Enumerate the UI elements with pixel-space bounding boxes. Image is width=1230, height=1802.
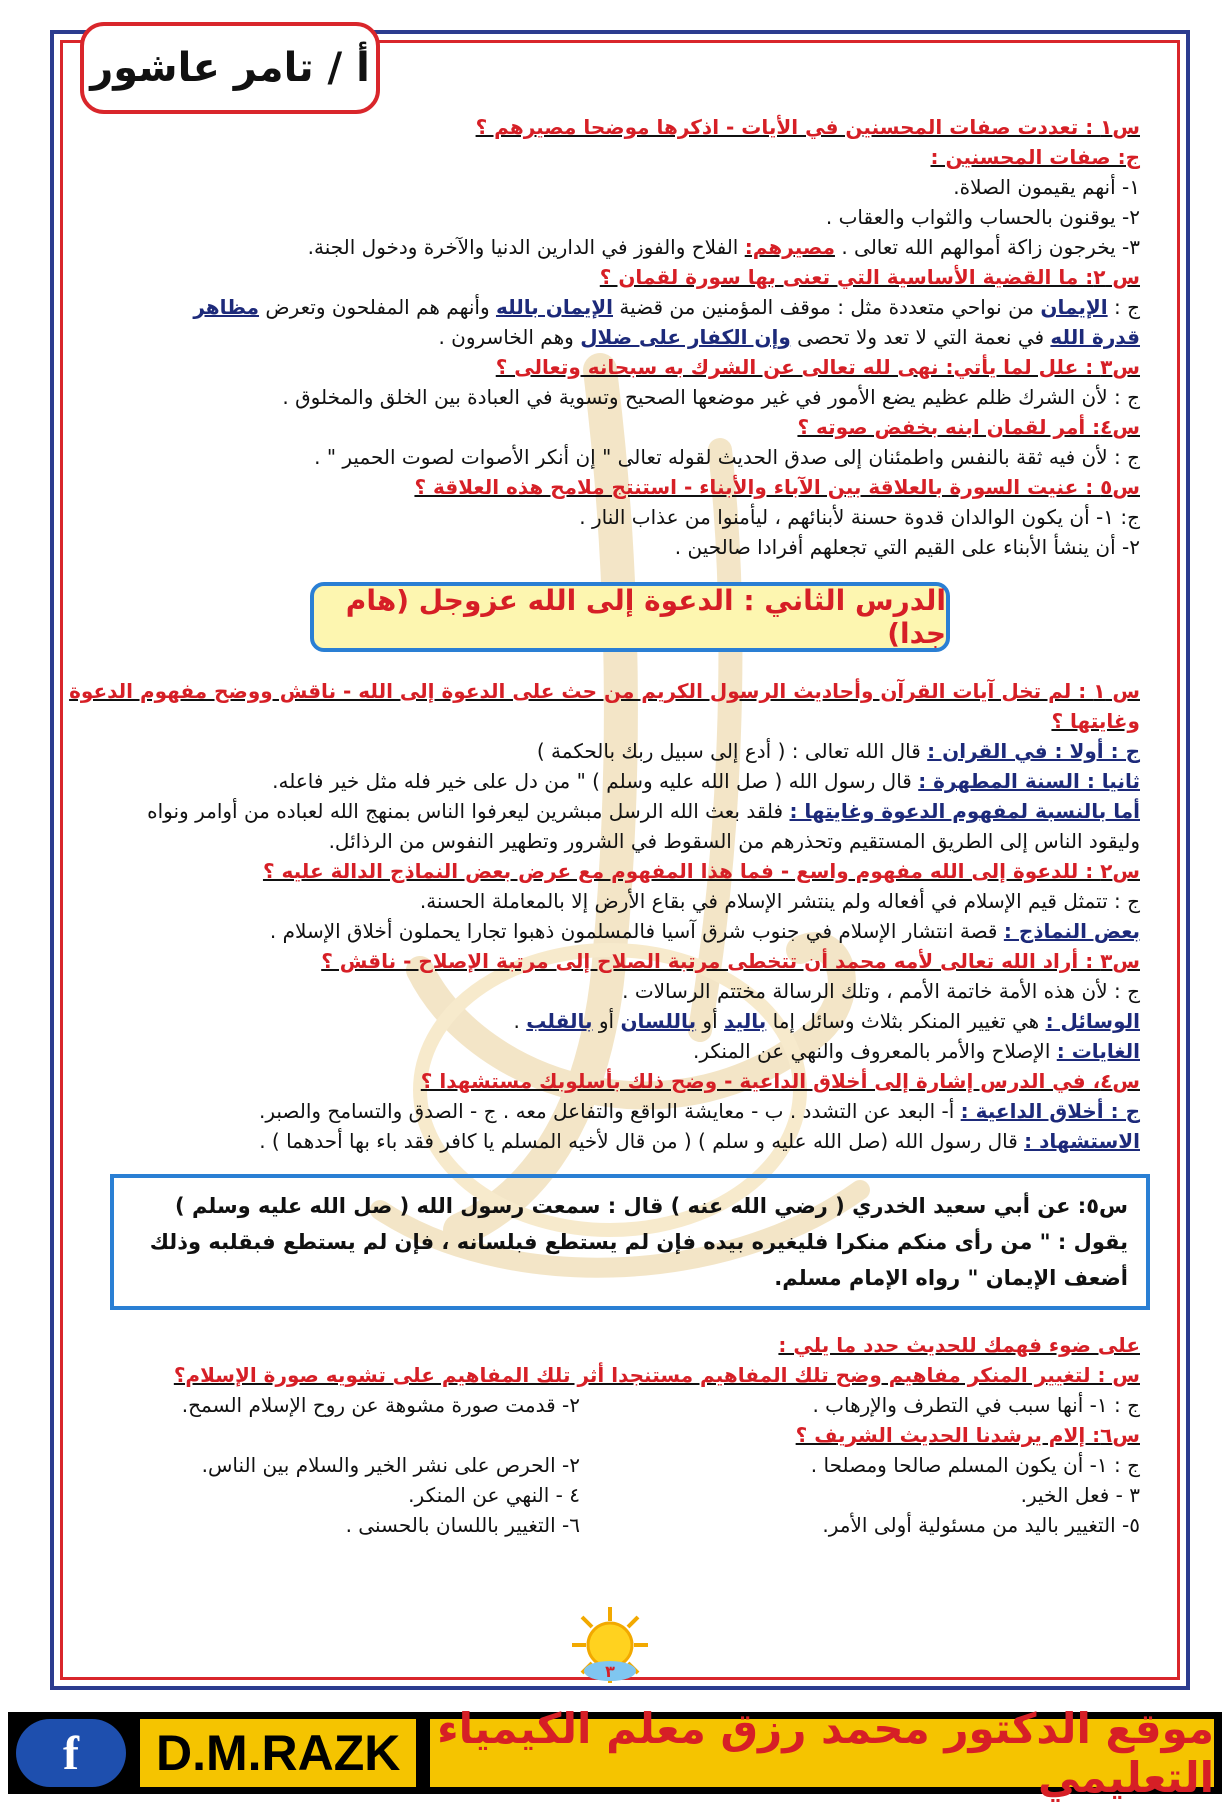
body-text: ج: ١- أن يكون الوالدان قدوة حسنة لأبنائهم ، ليأمنوا من عذاب النار . [579,505,1140,529]
body-text: قال رسول الله ( صل الله عليه وسلم ) " من دل على خير فله مثل خير فاعله. [272,769,919,793]
text-line [120,292,1140,322]
body-text: ١- أنهم يقيمون الصلاة. [953,175,1140,199]
body-text: ج : لأن فيه ثقة بالنفس واطمئنان إلى صدق الحديث لقوله تعالى " إن أنكر الأصوات لصوت الحمير " . [314,445,1140,469]
lesson-title-box [310,582,950,652]
body-text: . [513,1009,527,1033]
page-number: ٣ [605,1662,615,1681]
text-line [120,532,1140,562]
footer-site-name: موقع الدكتور محمد رزق معلم الكيمياء التعليمي [430,1719,1214,1787]
footer [0,1704,1230,1800]
author-box [80,22,380,114]
question-text: س ٢: ما القضية الأساسية التي تعنى بها سورة لقمان ؟ [599,265,1140,289]
answer-cell: ج : ١- أنها سبب في التطرف والإرهاب . [812,1393,1140,1417]
text-line [120,202,1140,232]
body-text: في نعمة التي لا تعد ولا تحصى [790,325,1051,349]
text-line [120,1126,1140,1156]
keyword-text: الوسائل : [1045,1009,1140,1033]
body-text: قال رسول الله (صل الله عليه و سلم ) ( من قال لأخيه المسلم يا كافر فقد باء بها أحدهما ) . [259,1129,1025,1153]
keyword-text: أما بالنسبة لمفهوم الدعوة وغايتها : [789,799,1140,823]
answer-cell: ٣ - فعل الخير. [1020,1483,1140,1507]
body-text: ٣- يخرجون زاكة أموالهم الله تعالى . [834,235,1140,259]
answer-cell: ٢- قدمت صورة مشوهة عن روح الإسلام السمح. [181,1393,580,1417]
body-text: الإصلاح والأمر بالمعروف والنهي عن المنكر. [692,1039,1057,1063]
question-text: مصيرهم: [744,235,835,259]
answer-cell: ٤ - النهي عن المنكر. [408,1483,580,1507]
body-text: أو [696,1009,725,1033]
body-text: الفلاح والفوز في الدارين الدنيا والآخرة ودخول الجنة. [307,235,745,259]
keyword-text: وإن الكفار على ضلال [580,325,791,349]
hadith-box [110,1174,1150,1310]
keyword-text: باللسان [620,1009,697,1033]
body-text: أو [592,1009,621,1033]
answer-row [120,1480,1140,1510]
body-text: وهم الخاسرون . [438,325,581,349]
keyword-text: بعض النماذج : [1003,919,1140,943]
lesson1-section [120,112,1140,562]
sun-icon [570,1605,650,1685]
question-text: س ١ : لم تخل آيات القرآن وأحاديث الرسول الكريم من حث على الدعوة إلى الله - ناقش ووضح مفهوم الدعوة [69,679,1140,703]
keyword-text: مظاهر [193,295,260,319]
question-text: س٢ : للدعوة إلى الله مفهوم واسع - فما هذا المفهوم مع عرض بعض النماذج الدالة عليه ؟ [262,859,1140,883]
author-name: أ / تامر عاشور [90,45,370,91]
body-text: ٢- يوقنون بالحساب والثواب والعقاب . [825,205,1140,229]
text-line [120,796,1140,826]
lesson-title: الدرس الثاني : الدعوة إلى الله عزوجل (هام جدا) [345,584,946,650]
body-text: من نواحي متعددة مثل : موقف المؤمنين من قضية [613,295,1041,319]
answer-cell: ٢- الحرص على نشر الخير والسلام بين الناس. [201,1453,580,1477]
keyword-text: الإيمان بالله [495,295,613,319]
question-text: س : لتغيير المنكر مفاهيم وضح تلك المفاهيم مستنجدا أثر تلك المفاهيم على تشويه صورة الإسلام؟ [173,1363,1140,1387]
text-line [120,412,1140,442]
text-line [120,1096,1140,1126]
hadith-questions [120,1330,1140,1390]
answer-cell: ٦- التغيير باللسان بالحسنى . [345,1513,580,1537]
text-line [120,472,1140,502]
body-text: فلقد بعث الله الرسل مبشرين ليعرفوا الناس بمنهج الله لعباده من أوامر ونواه [147,799,790,823]
text-line [120,502,1140,532]
body-text: وليقود الناس إلى الطريق المستقيم وتحذرهم من السقوط في الشرور وتطهير النفوس من الرذائل. [328,829,1140,853]
text-line [120,352,1140,382]
question-text: على ضوء فهمك للحديث حدد ما يلي : [778,1333,1140,1357]
text-line [120,916,1140,946]
facebook-icon[interactable]: f [16,1719,126,1787]
text-line [120,232,1140,262]
content [69,112,1140,1540]
answer-row [120,1510,1140,1540]
question-line [120,1420,1140,1450]
text-line [120,976,1140,1006]
keyword-text: ج : أخلاق الداعية : [960,1099,1140,1123]
text-line [120,856,1140,886]
body-text: قال الله تعالى : ( أدع إلى سبيل ربك بالحكمة ) [536,739,928,763]
text-line [120,442,1140,472]
keyword-text: الإيمان [1040,295,1108,319]
answer-cell: ج : ١- أن يكون المسلم صالحا ومصلحا . [810,1453,1140,1477]
keyword-text: الغايات : [1056,1039,1140,1063]
body-text: ج : لأن هذه الأمة خاتمة الأمم ، وتلك الرسالة مختتم الرسالات . [622,979,1140,1003]
question-text: س١ : تعددت صفات المحسنين في الأيات - اذكرها موضحا مصيرهم ؟ [475,115,1140,139]
question-text: س٤، في الدرس إشارة إلى أخلاق الداعية - وضح ذلك بأسلوبك مستشهدا ؟ [420,1069,1140,1093]
answer-cell: ٥- التغيير باليد من مسئولية أولى الأمر. [822,1513,1140,1537]
body-text: ج : تتمثل قيم الإسلام في أفعاله ولم ينتشر الإسلام في بقاع الأرض إلا بالمعاملة الحسنة. [419,889,1140,913]
text-line [120,1330,1140,1360]
body-text: وأنهم هم المفلحون وتعرض [259,295,496,319]
body-text: هي تغيير المنكر بثلاث وسائل إما [766,1009,1046,1033]
body-text: ج : لأن الشرك ظلم عظيم يضع الأمور في غير موضعها الصحيح وتسوية في العبادة بين الخلق والمخلوق . [282,385,1140,409]
question-text: س٦: إلام يرشدنا الحديث الشريف ؟ [795,1423,1140,1447]
keyword-text: ثانيا : السنة المطهرة : [918,769,1140,793]
text-line [120,1036,1140,1066]
text-line [120,172,1140,202]
text-line [120,142,1140,172]
text-line [120,382,1140,412]
keyword-text: الاستشهاد : [1024,1129,1140,1153]
keyword-text: ج : أولا : في القران : [927,739,1140,763]
question-text: س٣ : أراد الله تعالى لأمه محمد أن تتخطى مرتبة الصلاح إلى مرتبة الإصلاح - ناقش ؟ [321,949,1140,973]
text-line [120,706,1140,736]
footer-banner [8,1704,1222,1802]
keyword-text: باليد [724,1009,767,1033]
text-line [120,946,1140,976]
lesson2-section [69,676,1140,1156]
answer-row [120,1450,1140,1480]
text-line [120,766,1140,796]
text-line [120,1006,1140,1036]
text-line [120,1360,1140,1390]
text-line [120,886,1140,916]
answer-row [120,1390,1140,1420]
text-line [120,112,1140,142]
question-text: س٤: أمر لقمان ابنه بخفض صوته ؟ [797,415,1140,439]
text-line [120,1066,1140,1096]
question-text: س٥ : عنيت السورة بالعلاقة بين الآباء والأبناء - استنتج ملامح هذه العلاقة ؟ [414,475,1140,499]
footer-brand: D.M.RAZK [140,1719,416,1787]
hadith-text: س٥: عن أبي سعيد الخدري ( رضي الله عنه ) قال : سمعت رسول الله ( صل الله عليه وسلم ) يقول : " من رأى منكم منكرا فليغيره بيده فإن لم يستطع فبلسانه ، فإن لم يستطع فبقلبه وذلك أضعف الإيمان " رواه الإمام مسلم. [149,1194,1128,1290]
keyword-text: بالقلب [526,1009,593,1033]
body-text: أ- البعد عن التشدد . ب - معايشة الواقع والتفاعل معه . ج - الصدق والتسامح والصبر. [258,1099,961,1123]
text-line [69,676,1140,706]
body-text: قصة انتشار الإسلام في جنوب شرق آسيا فالمسلمون ذهبوا تجارا يحملون أخلاق الإسلام . [269,919,1004,943]
question-text: س٣ : علل لما يأتي: نهى لله تعالى عن الشرك به سبحانه وتعالى ؟ [495,355,1140,379]
keyword-text: قدرة الله [1050,325,1140,349]
body-text: ج : [1107,295,1140,319]
question-text: وغايتها ؟ [1051,709,1140,733]
text-line [120,826,1140,856]
question-text: ج: صفات المحسنين : [930,145,1140,169]
text-line [120,322,1140,352]
text-line [120,262,1140,292]
body-text: ٢- أن ينشأ الأبناء على القيم التي تجعلهم أفرادا صالحين . [674,535,1140,559]
text-line [120,736,1140,766]
